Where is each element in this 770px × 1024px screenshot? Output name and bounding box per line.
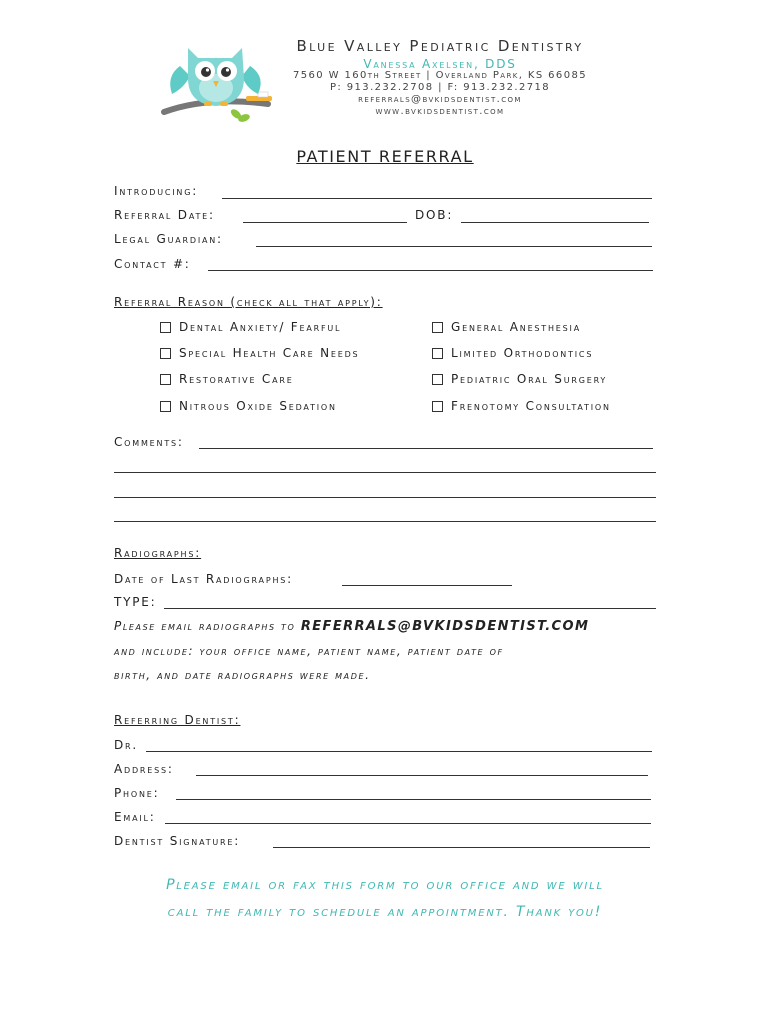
dr-field[interactable] — [146, 751, 652, 752]
dob-label: DOB: — [415, 208, 454, 222]
email-label: Email: — [114, 810, 156, 824]
option-pediatric-oral-surgery: Pediatric Oral Surgery — [451, 372, 608, 386]
radiograph-instruction-line-3: birth, and date radiographs were made. — [114, 668, 371, 682]
option-frenotomy: Frenotomy Consultation — [451, 399, 611, 413]
practice-email: referrals@bvkidsdentist.com — [358, 94, 522, 105]
checkbox-frenotomy[interactable] — [432, 401, 443, 412]
option-restorative-care: Restorative Care — [179, 372, 294, 386]
phone-field[interactable] — [176, 799, 651, 800]
comments-field-line-2[interactable] — [114, 472, 656, 473]
radiograph-instruction-line-2: and include: your office name, patient name, patient date of — [114, 644, 504, 658]
referral-reason-heading: Referral Reason (check all that apply): — [114, 295, 383, 309]
practice-name: Blue Valley Pediatric Dentistry — [296, 37, 584, 55]
address-label: Address: — [114, 762, 174, 776]
referrals-email-link[interactable]: REFERRALS@BVKIDSDENTIST.COM — [300, 619, 590, 634]
owl-logo-icon — [158, 38, 278, 128]
option-nitrous-oxide: Nitrous Oxide Sedation — [179, 399, 337, 413]
email-field[interactable] — [165, 823, 651, 824]
phone-label: Phone: — [114, 786, 160, 800]
checkbox-dental-anxiety[interactable] — [160, 322, 171, 333]
practice-phone-fax: P: 913.232.2708 | F: 913.232.2718 — [330, 82, 550, 93]
option-dental-anxiety: Dental Anxiety/ Fearful — [179, 320, 342, 334]
introducing-label: Introducing: — [114, 184, 199, 198]
comments-field-line-3[interactable] — [114, 497, 656, 498]
radiograph-instruction-line-1 — [114, 619, 589, 634]
comments-label: Comments: — [114, 435, 184, 449]
checkbox-pediatric-oral-surgery[interactable] — [432, 374, 443, 385]
checkbox-limited-orthodontics[interactable] — [432, 348, 443, 359]
referral-date-field[interactable] — [243, 222, 407, 223]
referral-date-label: Referral Date: — [114, 208, 215, 222]
checkbox-special-health[interactable] — [160, 348, 171, 359]
option-general-anesthesia: General Anesthesia — [451, 320, 581, 334]
introducing-field[interactable] — [222, 198, 652, 199]
dr-label: Dr. — [114, 738, 139, 752]
practice-address: 7560 W 160th Street | Overland Park, KS 66085 — [293, 70, 587, 81]
signature-label: Dentist Signature: — [114, 834, 241, 848]
checkbox-general-anesthesia[interactable] — [432, 322, 443, 333]
instruction-prefix: Please email radiographs to — [114, 619, 296, 633]
dentist-name: Vanessa Axelsen, DDS — [363, 57, 517, 71]
referring-dentist-heading: Referring Dentist: — [114, 713, 241, 727]
option-limited-orthodontics: Limited Orthodontics — [451, 346, 594, 360]
contact-label: Contact #: — [114, 257, 191, 271]
comments-field-line-4[interactable] — [114, 521, 656, 522]
comments-field-line-1[interactable] — [199, 448, 653, 449]
checkbox-nitrous-oxide[interactable] — [160, 401, 171, 412]
legal-guardian-field[interactable] — [256, 246, 652, 247]
footer-line-1: Please email or fax this form to our office and we will — [166, 877, 604, 893]
dob-field[interactable] — [461, 222, 649, 223]
radiograph-date-label: Date of Last Radiographs: — [114, 572, 293, 586]
practice-website: www.bvkidsdentist.com — [375, 106, 505, 117]
option-special-health: Special Health Care Needs — [179, 346, 360, 360]
page-title: PATIENT REFERRAL — [296, 147, 474, 166]
legal-guardian-label: Legal Guardian: — [114, 232, 223, 246]
contact-field[interactable] — [208, 270, 653, 271]
checkbox-restorative-care[interactable] — [160, 374, 171, 385]
radiographs-heading: Radiographs: — [114, 546, 202, 560]
radiograph-date-field[interactable] — [342, 585, 512, 586]
address-field[interactable] — [196, 775, 648, 776]
radiograph-type-field[interactable] — [164, 608, 656, 609]
radiograph-type-label: TYPE: — [114, 595, 157, 609]
footer-line-2: call the family to schedule an appointment. Thank you! — [167, 904, 603, 920]
signature-field[interactable] — [273, 847, 650, 848]
